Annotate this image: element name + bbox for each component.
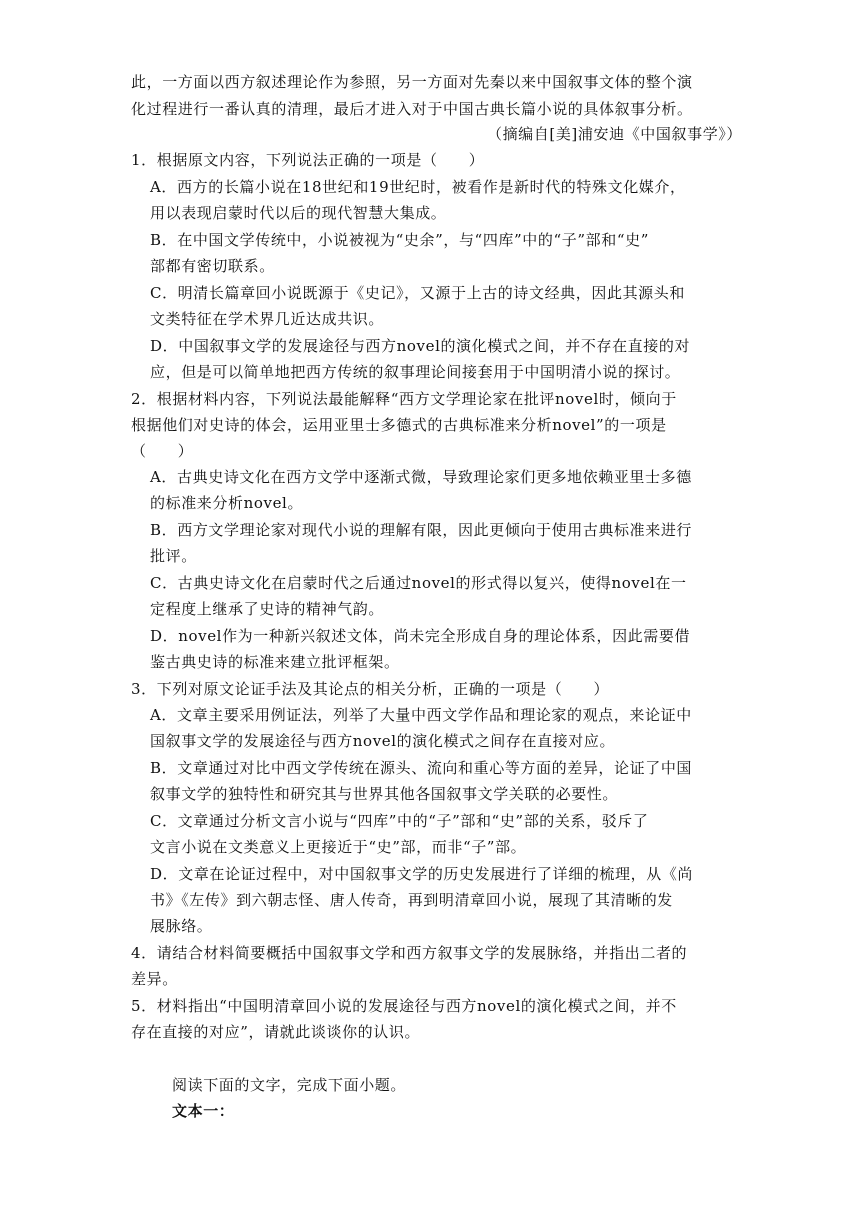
q1-option-d: D．中国叙事文学的发展途径与西方novel的演化模式之间，并不存在直接的对 (150, 337, 691, 355)
q2-option-c-cont: 定程度上继承了史诗的精神气韵。 (150, 600, 385, 618)
q2-option-a-cont: 的标准来分析novel。 (150, 494, 304, 512)
source-citation: （摘编自[美]浦安迪《中国叙事学》） (486, 125, 742, 143)
q1-option-a-cont: 用以表现启蒙时代以后的现代智慧大集成。 (150, 204, 447, 222)
question-2-stem: 2．根据材料内容，下列说法最能解释“西方文学理论家在批评novel时，倾向于 (131, 390, 677, 408)
question-5-stem: 5．材料指出“中国明清章回小说的发展途径与西方novel的演化模式之间，并不 (131, 997, 677, 1015)
intro-line-2: 化过程进行一番认真的清理，最后才进入对于中国古典长篇小说的具体叙事分析。 (131, 100, 693, 118)
q2-option-c: C．古典史诗文化在启蒙时代之后通过novel的形式得以复兴，使得novel在一 (150, 574, 687, 592)
q2-option-d-cont: 鉴古典史诗的标准来建立批评框架。 (150, 653, 400, 671)
question-2-stem-cont: 根据他们对史诗的体会，运用亚里士多德式的古典标准来分析novel”的一项是 (131, 416, 667, 434)
q3-option-b-cont: 叙事文学的独特性和研究其与世界其他各国叙事文学关联的必要性。 (150, 785, 619, 803)
q2-option-d: D．novel作为一种新兴叙述文体，尚未完全形成自身的理论体系，因此需要借 (150, 627, 691, 645)
q3-option-d: D．文章在论证过程中，对中国叙事文学的历史发展进行了详细的梳理，从《尚 (150, 865, 694, 883)
q3-option-d-cont-2: 展脉络。 (150, 917, 213, 935)
intro-line-1: 此，一方面以西方叙述理论作为参照，另一方面对先秦以来中国叙事文体的整个演 (131, 73, 693, 91)
q2-option-b: B．西方文学理论家对现代小说的理解有限，因此更倾向于使用古典标准来进行 (150, 521, 693, 539)
q3-option-c: C．文章通过分析文言小说与“四库”中的“子”部和“史”部的关系，驳斥了 (150, 812, 649, 830)
q1-option-b-cont: 部都有密切联系。 (150, 257, 275, 275)
q3-option-b: B．文章通过对比中西文学传统在源头、流向和重心等方面的差异，论证了中国 (150, 759, 693, 777)
q3-option-a-cont: 国叙事文学的发展途径与西方novel的演化模式之间存在直接对应。 (150, 732, 616, 750)
q1-option-c: C．明清长篇章回小说既源于《史记》，又源于上古的诗文经典，因此其源头和 (150, 284, 685, 302)
q3-option-d-cont-1: 书》《左传》到六朝志怪、唐人传奇，再到明清章回小说，展现了其清晰的发 (150, 891, 673, 909)
q3-option-c-cont: 文言小说在文类意义上更接近于“史”部，而非“子”部。 (150, 838, 527, 856)
q1-option-c-cont: 文类特征在学术界几近达成共识。 (150, 310, 385, 328)
q1-option-a: A．西方的长篇小说在18世纪和19世纪时，被看作是新时代的特殊文化媒介， (150, 178, 686, 196)
reading-instruction: 阅读下面的文字，完成下面小题。 (172, 1076, 407, 1094)
q1-option-b: B．在中国文学传统中，小说被视为“史余”，与“四库”中的“子”部和“史” (150, 231, 649, 249)
q2-option-b-cont: 批评。 (150, 547, 197, 565)
q3-option-a: A．文章主要采用例证法，列举了大量中西文学作品和理论家的观点，来论证中 (150, 706, 692, 724)
q1-option-d-cont: 应，但是可以简单地把西方传统的叙事理论间接套用于中国明清小说的探讨。 (150, 363, 681, 381)
question-4-stem: 4．请结合材料简要概括中国叙事文学和西方叙事文学的发展脉络，并指出二者的 (131, 944, 688, 962)
question-1-stem: 1．根据原文内容，下列说法正确的一项是（ ） (131, 151, 485, 169)
q2-option-a: A．古典史诗文化在西方文学中逐渐式微，导致理论家们更多地依赖亚里士多德 (150, 468, 692, 486)
question-5-stem-cont: 存在直接的对应”，请就此谈谈你的认识。 (131, 1023, 421, 1041)
question-2-stem-paren: （ ） (131, 442, 194, 460)
question-3-stem: 3．下列对原文论证手法及其论点的相关分析，正确的一项是（ ） (131, 680, 610, 698)
question-4-stem-cont: 差异。 (131, 970, 178, 988)
text-one-label: 文本一： (172, 1102, 235, 1120)
